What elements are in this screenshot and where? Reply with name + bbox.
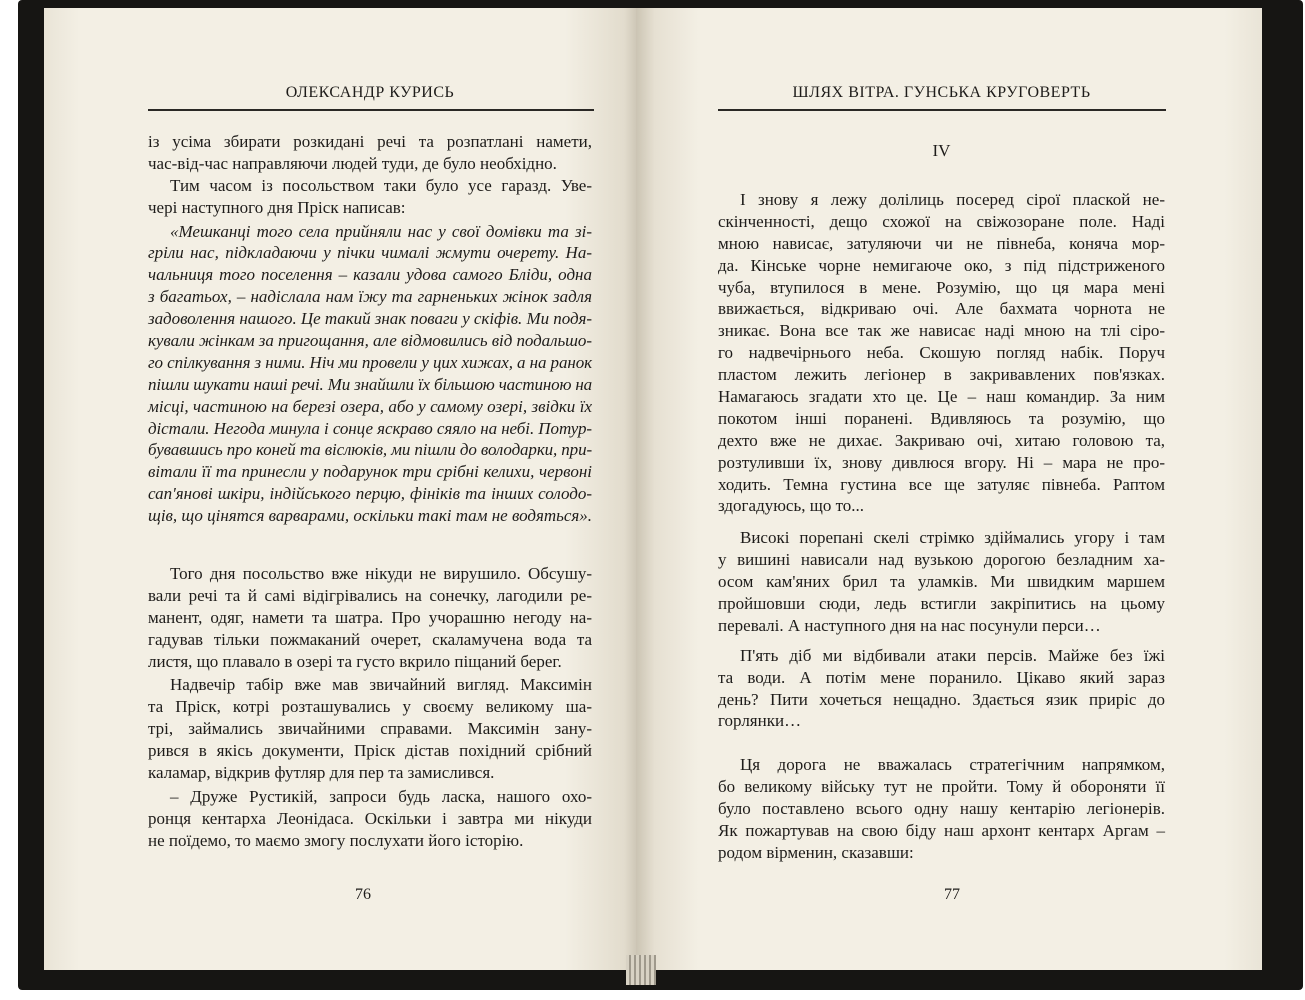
paragraph — [148, 786, 592, 852]
text-line: було поставлено всього одну нашу кентарію легіонерів. — [718, 799, 1165, 819]
text-line: ходить. Темна густина все ще затуляє півнеба. Раптом — [718, 474, 1165, 494]
text-line: у вишині нависали над вузькою дорогою безладним ха- — [718, 550, 1165, 570]
text-line: родом вірменин, сказавши: — [718, 842, 914, 862]
text-line-row — [718, 798, 1165, 820]
text-line: кували жінкам за пригощання, але відмовились від подальшо- — [148, 331, 592, 351]
text-line-row — [718, 342, 1165, 364]
text-line-row — [148, 153, 592, 175]
text-line: Того дня посольство вже нікуди не вирушило. Обсушу- — [170, 564, 592, 584]
text-line: задоволення нашого. Це такий знак поваги у скіфів. Ми подя- — [148, 309, 592, 329]
text-line-row — [718, 277, 1165, 299]
text-line-row — [148, 242, 592, 264]
text-line: листя, що плавало в озері та густо вкрило піщаний берег. — [148, 651, 562, 671]
text-line: Високі порепані скелі стрімко здіймались угору і там — [740, 528, 1165, 548]
text-line: осом кам'яних брил та уламків. Ми швидким маршем — [718, 572, 1165, 592]
text-line-row — [718, 386, 1165, 408]
left-page-text — [148, 131, 592, 852]
text-line-row — [718, 645, 1165, 667]
text-line-row — [148, 505, 592, 527]
text-line-row — [148, 718, 592, 740]
text-line-row — [718, 298, 1165, 320]
text-line-row — [148, 585, 592, 607]
text-line: не поїдемо, то маємо змогу послухати його історію. — [148, 830, 524, 850]
text-line-row — [718, 211, 1165, 233]
text-line: із усіма збирати розкидані речі та розпатлані намети, — [148, 132, 592, 151]
text-line-row — [718, 820, 1165, 842]
text-line: трі, займались звичайними справами. Максимін зану- — [148, 719, 592, 739]
text-line: Тим часом із посольством таки було усе гаразд. Уве- — [170, 175, 592, 195]
text-line-row — [718, 495, 1165, 517]
text-line-row — [148, 221, 592, 243]
text-line: щів, що цінятся варварами, оскільки такі там не водяться». — [148, 506, 592, 526]
text-line: гріли нас, підкладаючи у пічки чималі жмути очерету. На- — [148, 243, 592, 263]
text-line-row — [718, 430, 1165, 452]
text-line-row — [718, 255, 1165, 277]
left-page-number: 76 — [355, 886, 371, 903]
quote-paragraph — [148, 221, 592, 527]
text-line: гадував тільки пожмаканий очерет, скаламучена вода та — [148, 629, 592, 649]
text-line-row — [718, 474, 1165, 496]
left-running-header: ОЛЕКСАНДР КУРИСЬ — [285, 84, 455, 101]
bookmark-headband — [626, 955, 656, 985]
right-page-number: 77 — [944, 886, 960, 903]
text-line: місці, частиною на березі озера, або у самому озері, звідки їх — [148, 396, 592, 416]
text-line: покотом інші поранені. Вдивляюсь та розумію, що — [718, 408, 1165, 428]
text-line-row — [148, 629, 592, 651]
text-line: скінченності, дещо схожої на свіжозоране поле. Наді — [718, 211, 1165, 231]
text-line-row — [148, 131, 592, 153]
text-line-row — [148, 461, 592, 483]
text-line: вітали її та принесли у подарунок три срібні келихи, червоні — [148, 462, 592, 482]
paragraph — [148, 131, 592, 175]
text-line: го спілкування з ними. Ніч ми провели у цих хижах, а на ранок — [148, 352, 592, 372]
text-line-row — [718, 527, 1165, 549]
text-line: мною нависає, затуляючи чи не півнеба, коняча мор- — [718, 233, 1165, 253]
text-line-row — [148, 607, 592, 629]
text-line: горлянки… — [718, 711, 802, 731]
text-line-row — [718, 615, 1165, 637]
text-line: дістали. Негода минула і сонце яскраво сяяло на небі. Потур- — [148, 418, 592, 438]
text-line: пластом лежить легіонер в закривавлених пов'язках. — [718, 365, 1165, 385]
text-line: І знову я лежу долілиць посеред сірої плаской не- — [740, 190, 1165, 209]
text-line: – Друже Рустикій, запроси будь ласка, нашого охо- — [170, 786, 592, 806]
text-line-row — [718, 689, 1165, 711]
text-line: чері наступного дня Пріск написав: — [148, 197, 406, 217]
paragraph — [718, 189, 1165, 517]
paragraph — [148, 175, 592, 219]
text-line-row — [148, 483, 592, 505]
text-line: сап'янові шкіри, індійського перцю, фініків та інших солодо- — [148, 484, 592, 504]
text-line-row — [148, 396, 592, 418]
text-line: манент, одяг, намети та шатра. Про учорашню негоду на- — [148, 607, 592, 627]
text-line-row — [148, 352, 592, 374]
text-line: чуба, втупилося в мене. Розумію, що ця мара мені — [718, 277, 1165, 297]
text-line: П'ять діб ми відбивали атаки персів. Майже без їжі — [740, 645, 1165, 665]
text-line-row — [718, 710, 1165, 732]
text-line-row — [148, 786, 592, 808]
text-line-row — [148, 175, 592, 197]
text-line-row — [148, 808, 592, 830]
paragraph — [718, 754, 1165, 863]
right-page-text — [718, 189, 1165, 864]
text-line-row — [718, 452, 1165, 474]
text-line: зникає. Вона все так же нависає наді мною на тлі сіро- — [718, 321, 1165, 341]
text-line-row — [148, 674, 592, 696]
text-line: чальниця того поселення – казали удова самого Бліди, одна — [148, 265, 592, 285]
text-line-row — [718, 667, 1165, 689]
paragraph — [718, 527, 1165, 636]
text-line: ввижається, відкриваю очі. Але бахмата чорнота не — [718, 299, 1165, 319]
text-line: бо великому війську тут не пройти. Тому й обороняти її — [718, 777, 1165, 797]
text-line-row — [148, 308, 592, 330]
text-line-row — [148, 197, 592, 219]
text-line-row — [718, 233, 1165, 255]
text-line-row — [148, 374, 592, 396]
text-line-row — [718, 408, 1165, 430]
text-line-row — [148, 418, 592, 440]
text-line-row — [718, 754, 1165, 776]
paragraph — [148, 563, 592, 672]
text-line: бувавшись про коней та віслюків, ми пішли до володарки, при- — [148, 440, 592, 460]
text-line: день? Пити хочеться нещадно. Здається язик приріс до — [718, 689, 1165, 709]
text-line-row — [148, 696, 592, 718]
left-header-rule — [148, 109, 594, 111]
text-line: пройшовши сюди, ледь встигли закріпитись на цьому — [718, 594, 1165, 614]
text-line: го надвечірнього неба. Скошую погляд набік. Поруч — [718, 343, 1165, 363]
text-line: «Мешканці того села прийняли нас у свої домівки та зі- — [170, 221, 592, 241]
text-line-row — [718, 593, 1165, 615]
text-line: вали речі та й самі відігрівались на сонечку, лагодили ре- — [148, 585, 592, 605]
text-line-row — [718, 364, 1165, 386]
text-line-row — [718, 776, 1165, 798]
text-line: розтуливши їх, знову дивлюся вгору. Ні – мара не про- — [718, 452, 1165, 472]
text-line-row — [148, 264, 592, 286]
text-line: дехто вже не дихає. Закриваю очі, хитаю головою та, — [718, 430, 1165, 450]
right-header-rule — [718, 109, 1166, 111]
text-line: да. Кінське чорне немигаюче око, з під підстриженого — [718, 255, 1165, 275]
text-line: Надвечір табір вже мав звичайний вигляд. Максимін — [170, 675, 592, 695]
text-line-row — [148, 330, 592, 352]
text-line: пішли шукати наші речі. Ми знайшли їх більшою частиною на — [148, 374, 592, 394]
text-line: здогадуюсь, що то... — [718, 496, 865, 516]
text-line: та води. А потім мене поранило. Цікаво який зараз — [718, 667, 1165, 687]
text-line-row — [148, 563, 592, 585]
text-line-row — [718, 320, 1165, 342]
text-line: час-від-час направляючи людей туди, де було необхідно. — [148, 153, 557, 173]
paragraph — [718, 645, 1165, 733]
text-line: каламар, відкрив футляр для пер та замислився. — [148, 763, 495, 783]
text-line: ронця кентарха Леонідаса. Оскільки і завтра ми нікуди — [148, 808, 592, 828]
text-line: рився в якісь документи, Пріск дістав похідний срібний — [148, 741, 592, 761]
text-line-row — [148, 762, 592, 784]
text-line: перевалі. А наступного дня на нас посунули перси… — [718, 615, 1101, 635]
text-line-row — [148, 830, 592, 852]
text-line-row — [718, 842, 1165, 864]
text-line-row — [148, 651, 592, 673]
text-line: з багатьох, – надіслала нам їжу та гарненьких жінок задля — [148, 287, 592, 307]
text-line-row — [148, 740, 592, 762]
text-line: Ця дорога не вважалась стратегічним напрямком, — [740, 755, 1165, 775]
text-line-row — [718, 189, 1165, 211]
right-running-header: ШЛЯХ ВІТРА. ГУНСЬКА КРУГОВЕРТЬ — [792, 84, 1091, 101]
paragraph — [148, 674, 592, 783]
text-line-row — [718, 571, 1165, 593]
text-line: Намагаюсь згадати хто це. Це – наш командир. За ним — [718, 387, 1165, 407]
text-line-row — [148, 286, 592, 308]
text-line: та Пріск, котрі розташувались у своєму великому ша- — [148, 697, 592, 717]
text-line-row — [148, 439, 592, 461]
text-line: Як пожартував на свою біду наш архонт кентарх Аргам – — [718, 821, 1165, 841]
text-line-row — [718, 549, 1165, 571]
chapter-number: IV — [932, 141, 951, 160]
